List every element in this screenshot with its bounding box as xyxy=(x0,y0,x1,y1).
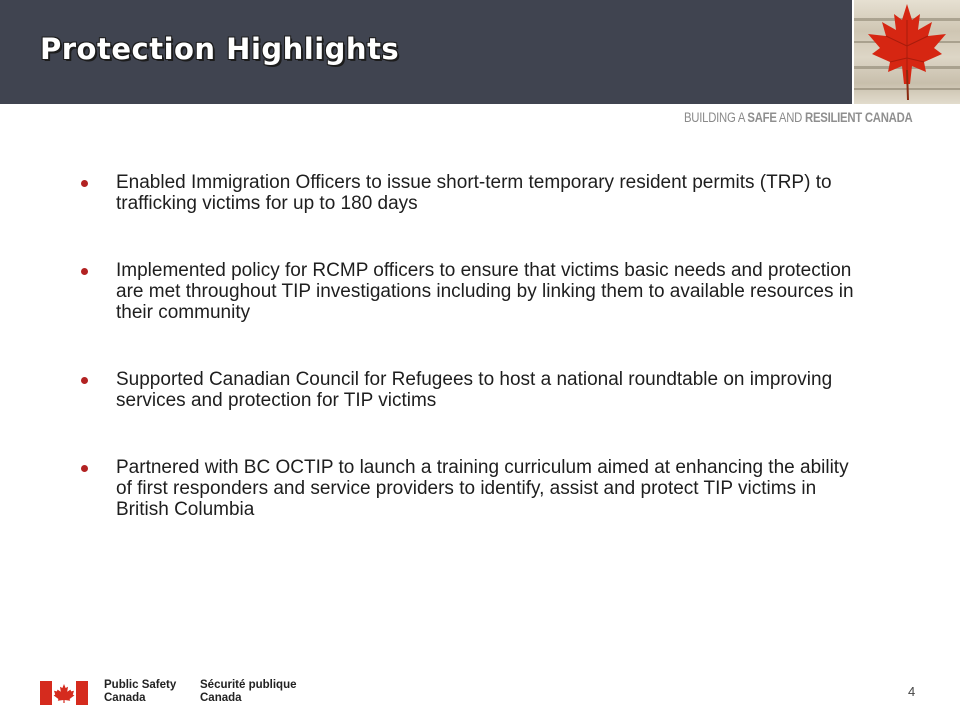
bullet-text: Implemented policy for RCMP officers to ensure that victims basic needs and protection are met throughout TIP investigations including by linking them to available resources in their community xyxy=(116,260,854,323)
footer-french xyxy=(200,679,297,705)
bullet-item xyxy=(78,260,868,323)
tagline-part-3: AND xyxy=(776,110,806,125)
bullet-item xyxy=(78,369,868,411)
bullet-text: Supported Canadian Council for Refugees to host a national roundtable on improving services and protection for TIP victims xyxy=(116,369,833,411)
birch-bark-image xyxy=(854,0,960,104)
maple-leaf-icon xyxy=(854,0,960,104)
header-bar xyxy=(0,0,852,104)
slide-title: Protection Highlights xyxy=(40,32,400,66)
canada-flag-icon xyxy=(40,681,88,705)
bullet-dot-icon xyxy=(81,377,88,384)
bullet-dot-icon xyxy=(81,180,88,187)
bullet-item xyxy=(78,457,868,520)
tagline-part-4: RESILIENT CANADA xyxy=(805,110,913,125)
bullet-dot-icon xyxy=(81,465,88,472)
bullet-text: Enabled Immigration Officers to issue short-term temporary resident permits (TRP) to trafficking victims for up to 180 days xyxy=(116,172,832,214)
bullet-dot-icon xyxy=(81,268,88,275)
tagline-part-1: BUILDING A xyxy=(684,110,748,125)
footer-english-line-2: Canada xyxy=(104,692,146,704)
footer-french-line-2: Canada xyxy=(200,692,242,704)
footer-french-line-1: Sécurité publique xyxy=(200,679,297,691)
footer-english xyxy=(104,679,176,705)
tagline xyxy=(684,110,912,125)
bullet-item xyxy=(78,172,868,214)
tagline-part-2: SAFE xyxy=(747,110,777,125)
bullet-text: Partnered with BC OCTIP to launch a training curriculum aimed at enhancing the ability of first responders and service providers to identify, assist and protect TIP victims in British Columbia xyxy=(116,457,849,520)
footer-english-line-1: Public Safety xyxy=(104,679,177,691)
page-number: 4 xyxy=(908,684,916,699)
bullet-list xyxy=(78,172,868,520)
